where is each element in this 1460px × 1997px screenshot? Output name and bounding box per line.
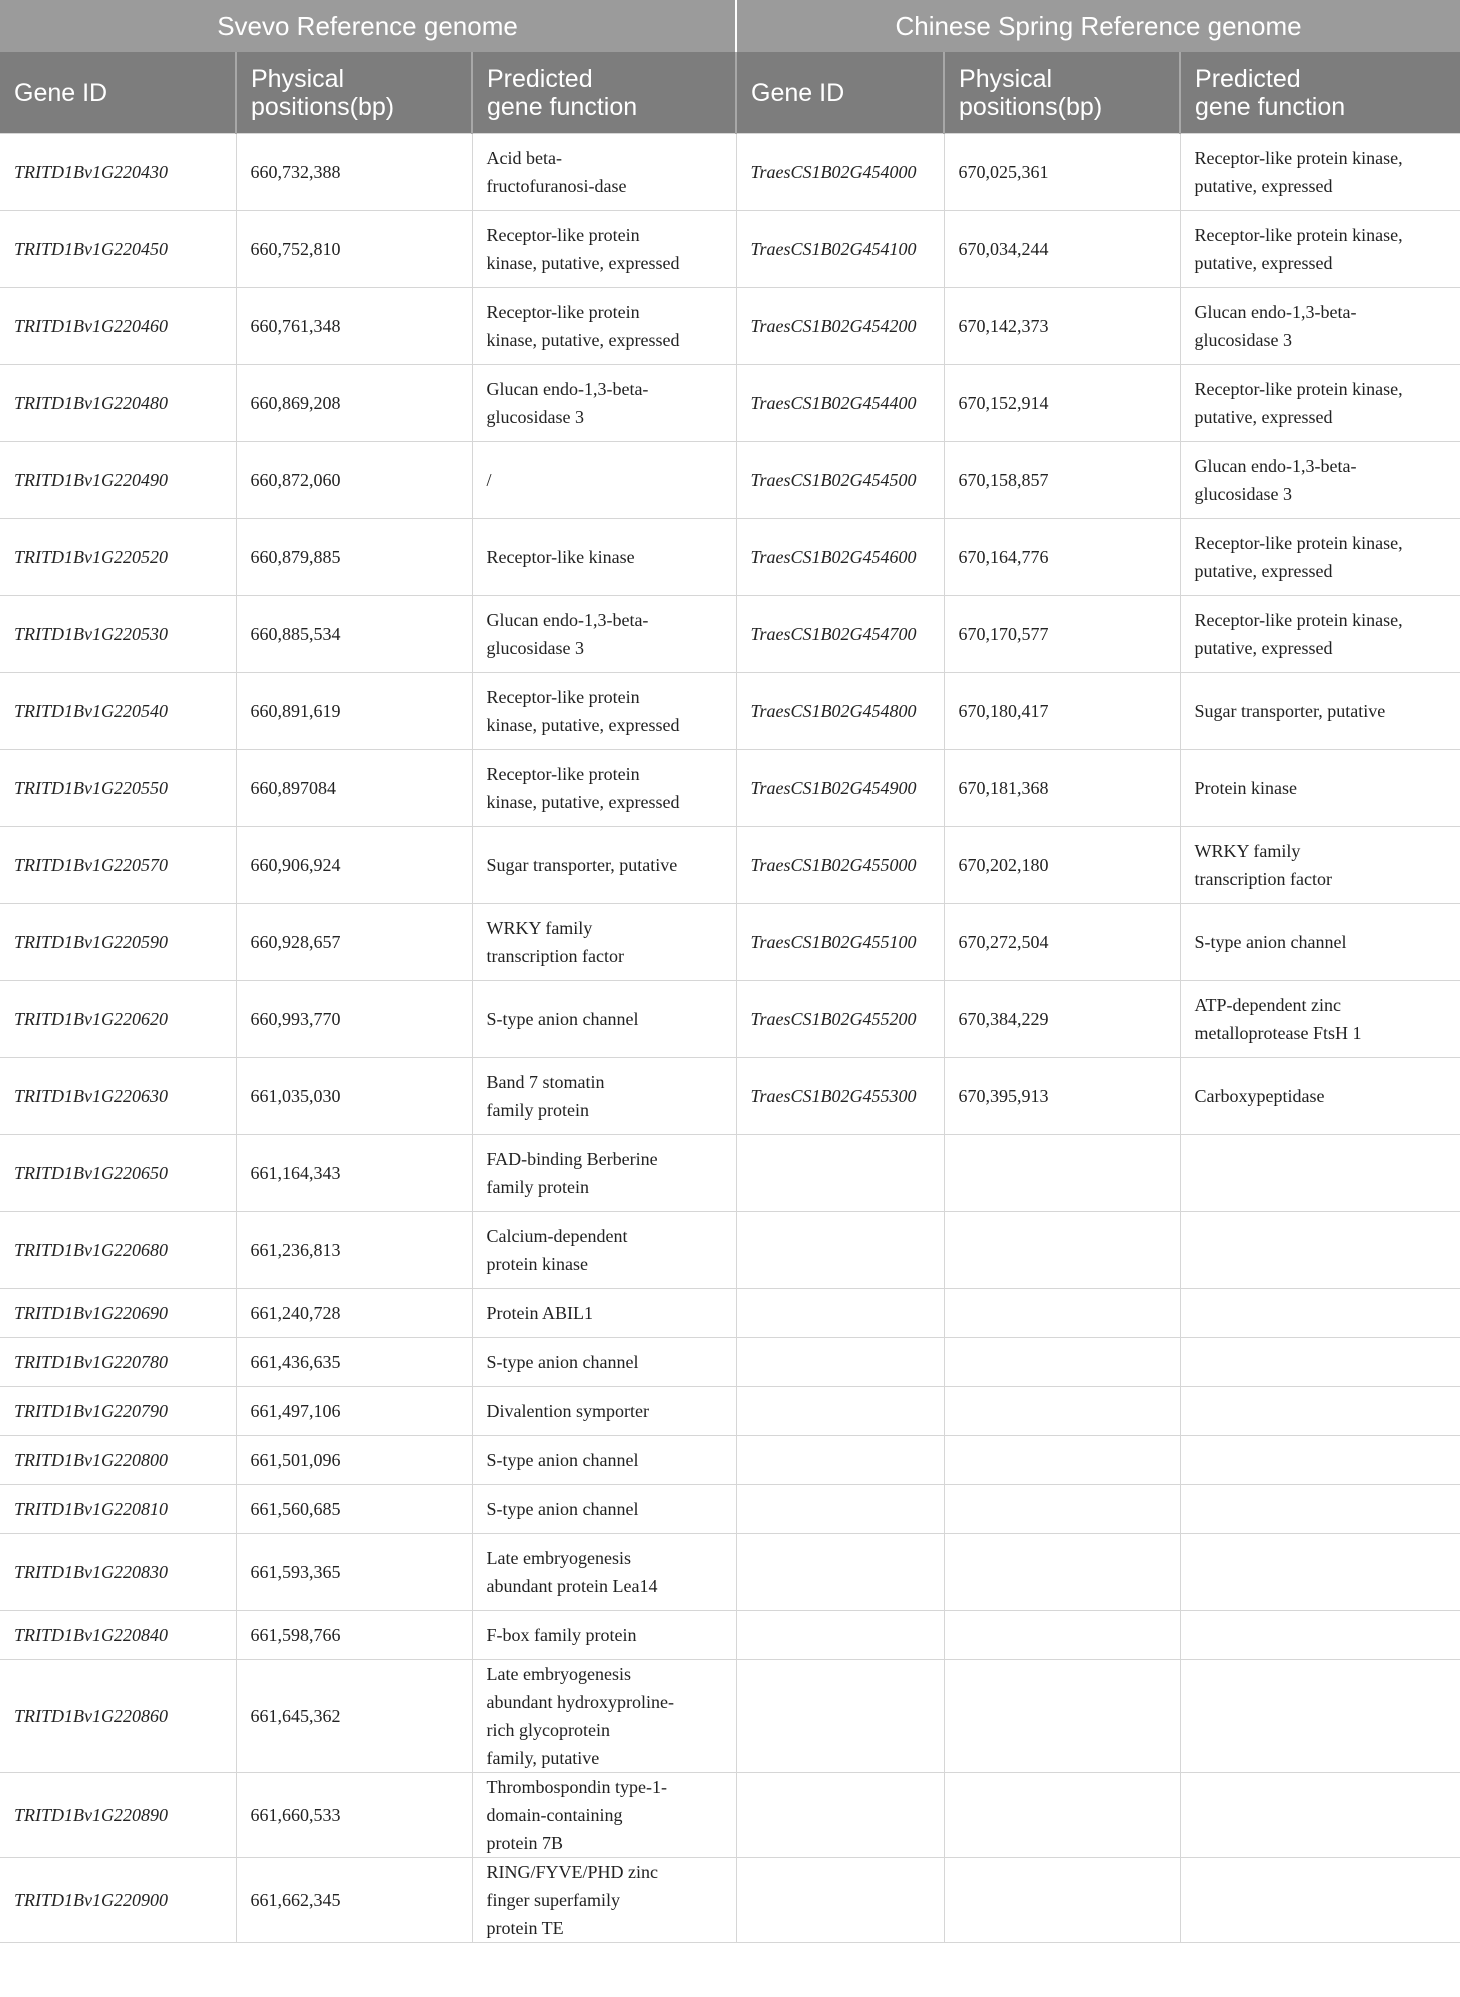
cs-gene-id-cell: TraesCS1B02G454700 [736, 596, 944, 673]
svevo-function-cell: / [472, 442, 736, 519]
genome-group-header-row [0, 0, 1460, 52]
table-row [0, 673, 1460, 750]
table-row [0, 1611, 1460, 1660]
cs-function-cell [1180, 1534, 1460, 1611]
cs-position-cell: 670,181,368 [944, 750, 1180, 827]
cs-position-cell: 670,164,776 [944, 519, 1180, 596]
cs-position-cell [944, 1660, 1180, 1773]
svevo-position-cell: 660,872,060 [236, 442, 472, 519]
svevo-gene-id-cell: TRITD1Bv1G220550 [0, 750, 236, 827]
cs-position-cell [944, 1135, 1180, 1212]
svevo-position-cell: 660,869,208 [236, 365, 472, 442]
cs-gene-id-cell: TraesCS1B02G454100 [736, 211, 944, 288]
cs-position-cell [944, 1387, 1180, 1436]
cs-position-cell: 670,384,229 [944, 981, 1180, 1058]
cs-gene-id-cell: TraesCS1B02G455100 [736, 904, 944, 981]
svevo-position-cell: 660,993,770 [236, 981, 472, 1058]
svevo-function-cell: S-type anion channel [472, 1436, 736, 1485]
svevo-gene-id-cell: TRITD1Bv1G220690 [0, 1289, 236, 1338]
svevo-gene-id-cell: TRITD1Bv1G220630 [0, 1058, 236, 1135]
svevo-position-cell: 661,035,030 [236, 1058, 472, 1135]
svevo-function-cell: Thrombospondin type-1- domain-containing protein 7B [472, 1773, 736, 1858]
svevo-function-cell: Receptor-like protein kinase, putative, expressed [472, 750, 736, 827]
cs-position-cell: 670,180,417 [944, 673, 1180, 750]
cs-function-cell [1180, 1289, 1460, 1338]
svevo-position-cell: 660,752,810 [236, 211, 472, 288]
svevo-position-cell: 661,164,343 [236, 1135, 472, 1212]
svevo-function-cell: Late embryogenesis abundant hydroxyproline- rich glycoprotein family, putative [472, 1660, 736, 1773]
svevo-position-cell: 661,598,766 [236, 1611, 472, 1660]
svevo-function-cell: Calcium-dependent protein kinase [472, 1212, 736, 1289]
cs-gene-id-cell [736, 1534, 944, 1611]
svevo-gene-id-cell: TRITD1Bv1G220900 [0, 1858, 236, 1943]
cs-function-cell [1180, 1660, 1460, 1773]
table-row [0, 288, 1460, 365]
cs-function-cell: Receptor-like protein kinase, putative, expressed [1180, 134, 1460, 211]
cs-gene-id-cell: TraesCS1B02G455000 [736, 827, 944, 904]
cs-position-cell [944, 1858, 1180, 1943]
svevo-position-cell: 660,732,388 [236, 134, 472, 211]
cs-position-cell [944, 1485, 1180, 1534]
cs-function-cell: Glucan endo-1,3-beta- glucosidase 3 [1180, 288, 1460, 365]
cs-gene-id-cell: TraesCS1B02G454400 [736, 365, 944, 442]
svevo-position-cell: 660,906,924 [236, 827, 472, 904]
cs-function-cell [1180, 1387, 1460, 1436]
table-row [0, 1289, 1460, 1338]
svevo-position-cell: 661,662,345 [236, 1858, 472, 1943]
cs-function-cell [1180, 1338, 1460, 1387]
table-row [0, 904, 1460, 981]
cs-function-cell: Receptor-like protein kinase, putative, expressed [1180, 365, 1460, 442]
svevo-position-cell: 660,897084 [236, 750, 472, 827]
svevo-function-cell: Receptor-like kinase [472, 519, 736, 596]
cs-function-header: Predicted gene function [1180, 52, 1460, 134]
svevo-gene-id-cell: TRITD1Bv1G220860 [0, 1660, 236, 1773]
svevo-genome-header: Svevo Reference genome [0, 0, 736, 52]
cs-gene-id-cell [736, 1858, 944, 1943]
svevo-function-cell: Late embryogenesis abundant protein Lea14 [472, 1534, 736, 1611]
svevo-gene-id-cell: TRITD1Bv1G220800 [0, 1436, 236, 1485]
cs-gene-id-cell [736, 1436, 944, 1485]
cs-position-cell [944, 1534, 1180, 1611]
table-row [0, 1436, 1460, 1485]
table-row [0, 134, 1460, 211]
table-row [0, 981, 1460, 1058]
cs-position-cell: 670,025,361 [944, 134, 1180, 211]
cs-function-cell [1180, 1858, 1460, 1943]
cs-position-cell: 670,202,180 [944, 827, 1180, 904]
cs-position-cell [944, 1338, 1180, 1387]
cs-gene-id-cell [736, 1338, 944, 1387]
cs-gene-id-cell [736, 1289, 944, 1338]
svevo-position-cell: 660,879,885 [236, 519, 472, 596]
cs-gene-id-cell: TraesCS1B02G454800 [736, 673, 944, 750]
cs-gene-id-cell: TraesCS1B02G455200 [736, 981, 944, 1058]
svevo-function-cell: Protein ABIL1 [472, 1289, 736, 1338]
svevo-function-cell: Receptor-like protein kinase, putative, expressed [472, 673, 736, 750]
svevo-position-cell: 661,501,096 [236, 1436, 472, 1485]
svevo-gene-id-cell: TRITD1Bv1G220590 [0, 904, 236, 981]
chinese-spring-genome-header: Chinese Spring Reference genome [736, 0, 1460, 52]
table-row [0, 1773, 1460, 1858]
table-row [0, 365, 1460, 442]
table-row [0, 1338, 1460, 1387]
cs-position-cell [944, 1212, 1180, 1289]
svevo-gene-id-cell: TRITD1Bv1G220620 [0, 981, 236, 1058]
cs-gene-id-cell [736, 1611, 944, 1660]
cs-position-cell: 670,395,913 [944, 1058, 1180, 1135]
cs-gene-id-cell: TraesCS1B02G454600 [736, 519, 944, 596]
cs-position-cell: 670,272,504 [944, 904, 1180, 981]
svevo-gene-id-cell: TRITD1Bv1G220480 [0, 365, 236, 442]
cs-function-cell: ATP-dependent zinc metalloprotease FtsH 1 [1180, 981, 1460, 1058]
svevo-position-cell: 661,240,728 [236, 1289, 472, 1338]
svevo-gene-id-cell: TRITD1Bv1G220830 [0, 1534, 236, 1611]
svevo-position-cell: 660,885,534 [236, 596, 472, 673]
svevo-gene-id-cell: TRITD1Bv1G220790 [0, 1387, 236, 1436]
cs-gene-id-cell [736, 1660, 944, 1773]
cs-position-cell [944, 1773, 1180, 1858]
svevo-function-cell: F-box family protein [472, 1611, 736, 1660]
svevo-position-cell: 661,436,635 [236, 1338, 472, 1387]
svevo-position-cell: 660,891,619 [236, 673, 472, 750]
svevo-position-cell: 660,761,348 [236, 288, 472, 365]
cs-gene-id-cell: TraesCS1B02G454000 [736, 134, 944, 211]
cs-gene-id-cell [736, 1135, 944, 1212]
svevo-gene-id-cell: TRITD1Bv1G220530 [0, 596, 236, 673]
cs-function-cell: Protein kinase [1180, 750, 1460, 827]
cs-function-cell: Receptor-like protein kinase, putative, expressed [1180, 519, 1460, 596]
svevo-position-cell: 661,497,106 [236, 1387, 472, 1436]
svevo-gene-id-cell: TRITD1Bv1G220780 [0, 1338, 236, 1387]
svevo-position-cell: 660,928,657 [236, 904, 472, 981]
cs-position-cell [944, 1289, 1180, 1338]
table-row [0, 1387, 1460, 1436]
svevo-function-cell: Receptor-like protein kinase, putative, expressed [472, 288, 736, 365]
svevo-gene-id-cell: TRITD1Bv1G220490 [0, 442, 236, 519]
table-row [0, 519, 1460, 596]
cs-position-cell [944, 1611, 1180, 1660]
svevo-function-cell: Glucan endo-1,3-beta- glucosidase 3 [472, 365, 736, 442]
cs-gene-id-cell [736, 1485, 944, 1534]
cs-function-cell: Carboxypeptidase [1180, 1058, 1460, 1135]
svevo-gene-id-cell: TRITD1Bv1G220520 [0, 519, 236, 596]
table-row [0, 211, 1460, 288]
cs-function-cell: S-type anion channel [1180, 904, 1460, 981]
table-body [0, 134, 1460, 1943]
cs-gene-id-cell: TraesCS1B02G454200 [736, 288, 944, 365]
cs-gene-id-cell: TraesCS1B02G455300 [736, 1058, 944, 1135]
table-row [0, 1135, 1460, 1212]
cs-position-cell: 670,170,577 [944, 596, 1180, 673]
svevo-gene-id-cell: TRITD1Bv1G220540 [0, 673, 236, 750]
svevo-function-cell: Glucan endo-1,3-beta- glucosidase 3 [472, 596, 736, 673]
cs-position-cell: 670,152,914 [944, 365, 1180, 442]
table-row [0, 1858, 1460, 1943]
svevo-gene-id-cell: TRITD1Bv1G220810 [0, 1485, 236, 1534]
svevo-position-cell: 661,560,685 [236, 1485, 472, 1534]
svevo-function-cell: S-type anion channel [472, 1338, 736, 1387]
cs-gene-id-cell [736, 1773, 944, 1858]
svevo-function-cell: Acid beta- fructofuranosi-dase [472, 134, 736, 211]
svevo-function-cell: Sugar transporter, putative [472, 827, 736, 904]
svevo-gene-id-cell: TRITD1Bv1G220650 [0, 1135, 236, 1212]
table-row [0, 596, 1460, 673]
table-row [0, 1534, 1460, 1611]
svevo-gene-id-cell: TRITD1Bv1G220890 [0, 1773, 236, 1858]
cs-function-cell: Receptor-like protein kinase, putative, expressed [1180, 596, 1460, 673]
table-row [0, 827, 1460, 904]
svevo-gene-id-cell: TRITD1Bv1G220840 [0, 1611, 236, 1660]
cs-position-cell: 670,142,373 [944, 288, 1180, 365]
svevo-function-cell: WRKY family transcription factor [472, 904, 736, 981]
cs-function-cell: Sugar transporter, putative [1180, 673, 1460, 750]
cs-function-cell [1180, 1773, 1460, 1858]
svevo-position-cell: 661,236,813 [236, 1212, 472, 1289]
svevo-function-cell: S-type anion channel [472, 981, 736, 1058]
cs-gene-id-cell: TraesCS1B02G454900 [736, 750, 944, 827]
svevo-function-cell: FAD-binding Berberine family protein [472, 1135, 736, 1212]
svevo-gene-id-cell: TRITD1Bv1G220430 [0, 134, 236, 211]
cs-position-cell [944, 1436, 1180, 1485]
svevo-position-cell: 661,593,365 [236, 1534, 472, 1611]
cs-position-cell: 670,158,857 [944, 442, 1180, 519]
svevo-position-header: Physical positions(bp) [236, 52, 472, 134]
cs-function-cell [1180, 1611, 1460, 1660]
svevo-function-header: Predicted gene function [472, 52, 736, 134]
svevo-position-cell: 661,645,362 [236, 1660, 472, 1773]
cs-gene-id-cell [736, 1212, 944, 1289]
table-row [0, 442, 1460, 519]
svevo-gene-id-header: Gene ID [0, 52, 236, 134]
svevo-function-cell: Receptor-like protein kinase, putative, expressed [472, 211, 736, 288]
svevo-gene-id-cell: TRITD1Bv1G220450 [0, 211, 236, 288]
cs-gene-id-cell: TraesCS1B02G454500 [736, 442, 944, 519]
cs-function-cell [1180, 1135, 1460, 1212]
table-row [0, 750, 1460, 827]
cs-position-cell: 670,034,244 [944, 211, 1180, 288]
svevo-function-cell: Divalention symporter [472, 1387, 736, 1436]
svevo-gene-id-cell: TRITD1Bv1G220680 [0, 1212, 236, 1289]
svevo-position-cell: 661,660,533 [236, 1773, 472, 1858]
svevo-gene-id-cell: TRITD1Bv1G220570 [0, 827, 236, 904]
table-row [0, 1660, 1460, 1773]
table-row [0, 1485, 1460, 1534]
cs-function-cell: Glucan endo-1,3-beta- glucosidase 3 [1180, 442, 1460, 519]
svevo-gene-id-cell: TRITD1Bv1G220460 [0, 288, 236, 365]
table-row [0, 1212, 1460, 1289]
column-header-row [0, 52, 1460, 134]
cs-function-cell [1180, 1212, 1460, 1289]
cs-function-cell [1180, 1436, 1460, 1485]
cs-gene-id-cell [736, 1387, 944, 1436]
svevo-function-cell: S-type anion channel [472, 1485, 736, 1534]
svevo-function-cell: Band 7 stomatin family protein [472, 1058, 736, 1135]
cs-function-cell [1180, 1485, 1460, 1534]
cs-function-cell: WRKY family transcription factor [1180, 827, 1460, 904]
svevo-function-cell: RING/FYVE/PHD zinc finger superfamily protein TE [472, 1858, 736, 1943]
cs-function-cell: Receptor-like protein kinase, putative, expressed [1180, 211, 1460, 288]
cs-gene-id-header: Gene ID [736, 52, 944, 134]
table-row [0, 1058, 1460, 1135]
cs-position-header: Physical positions(bp) [944, 52, 1180, 134]
